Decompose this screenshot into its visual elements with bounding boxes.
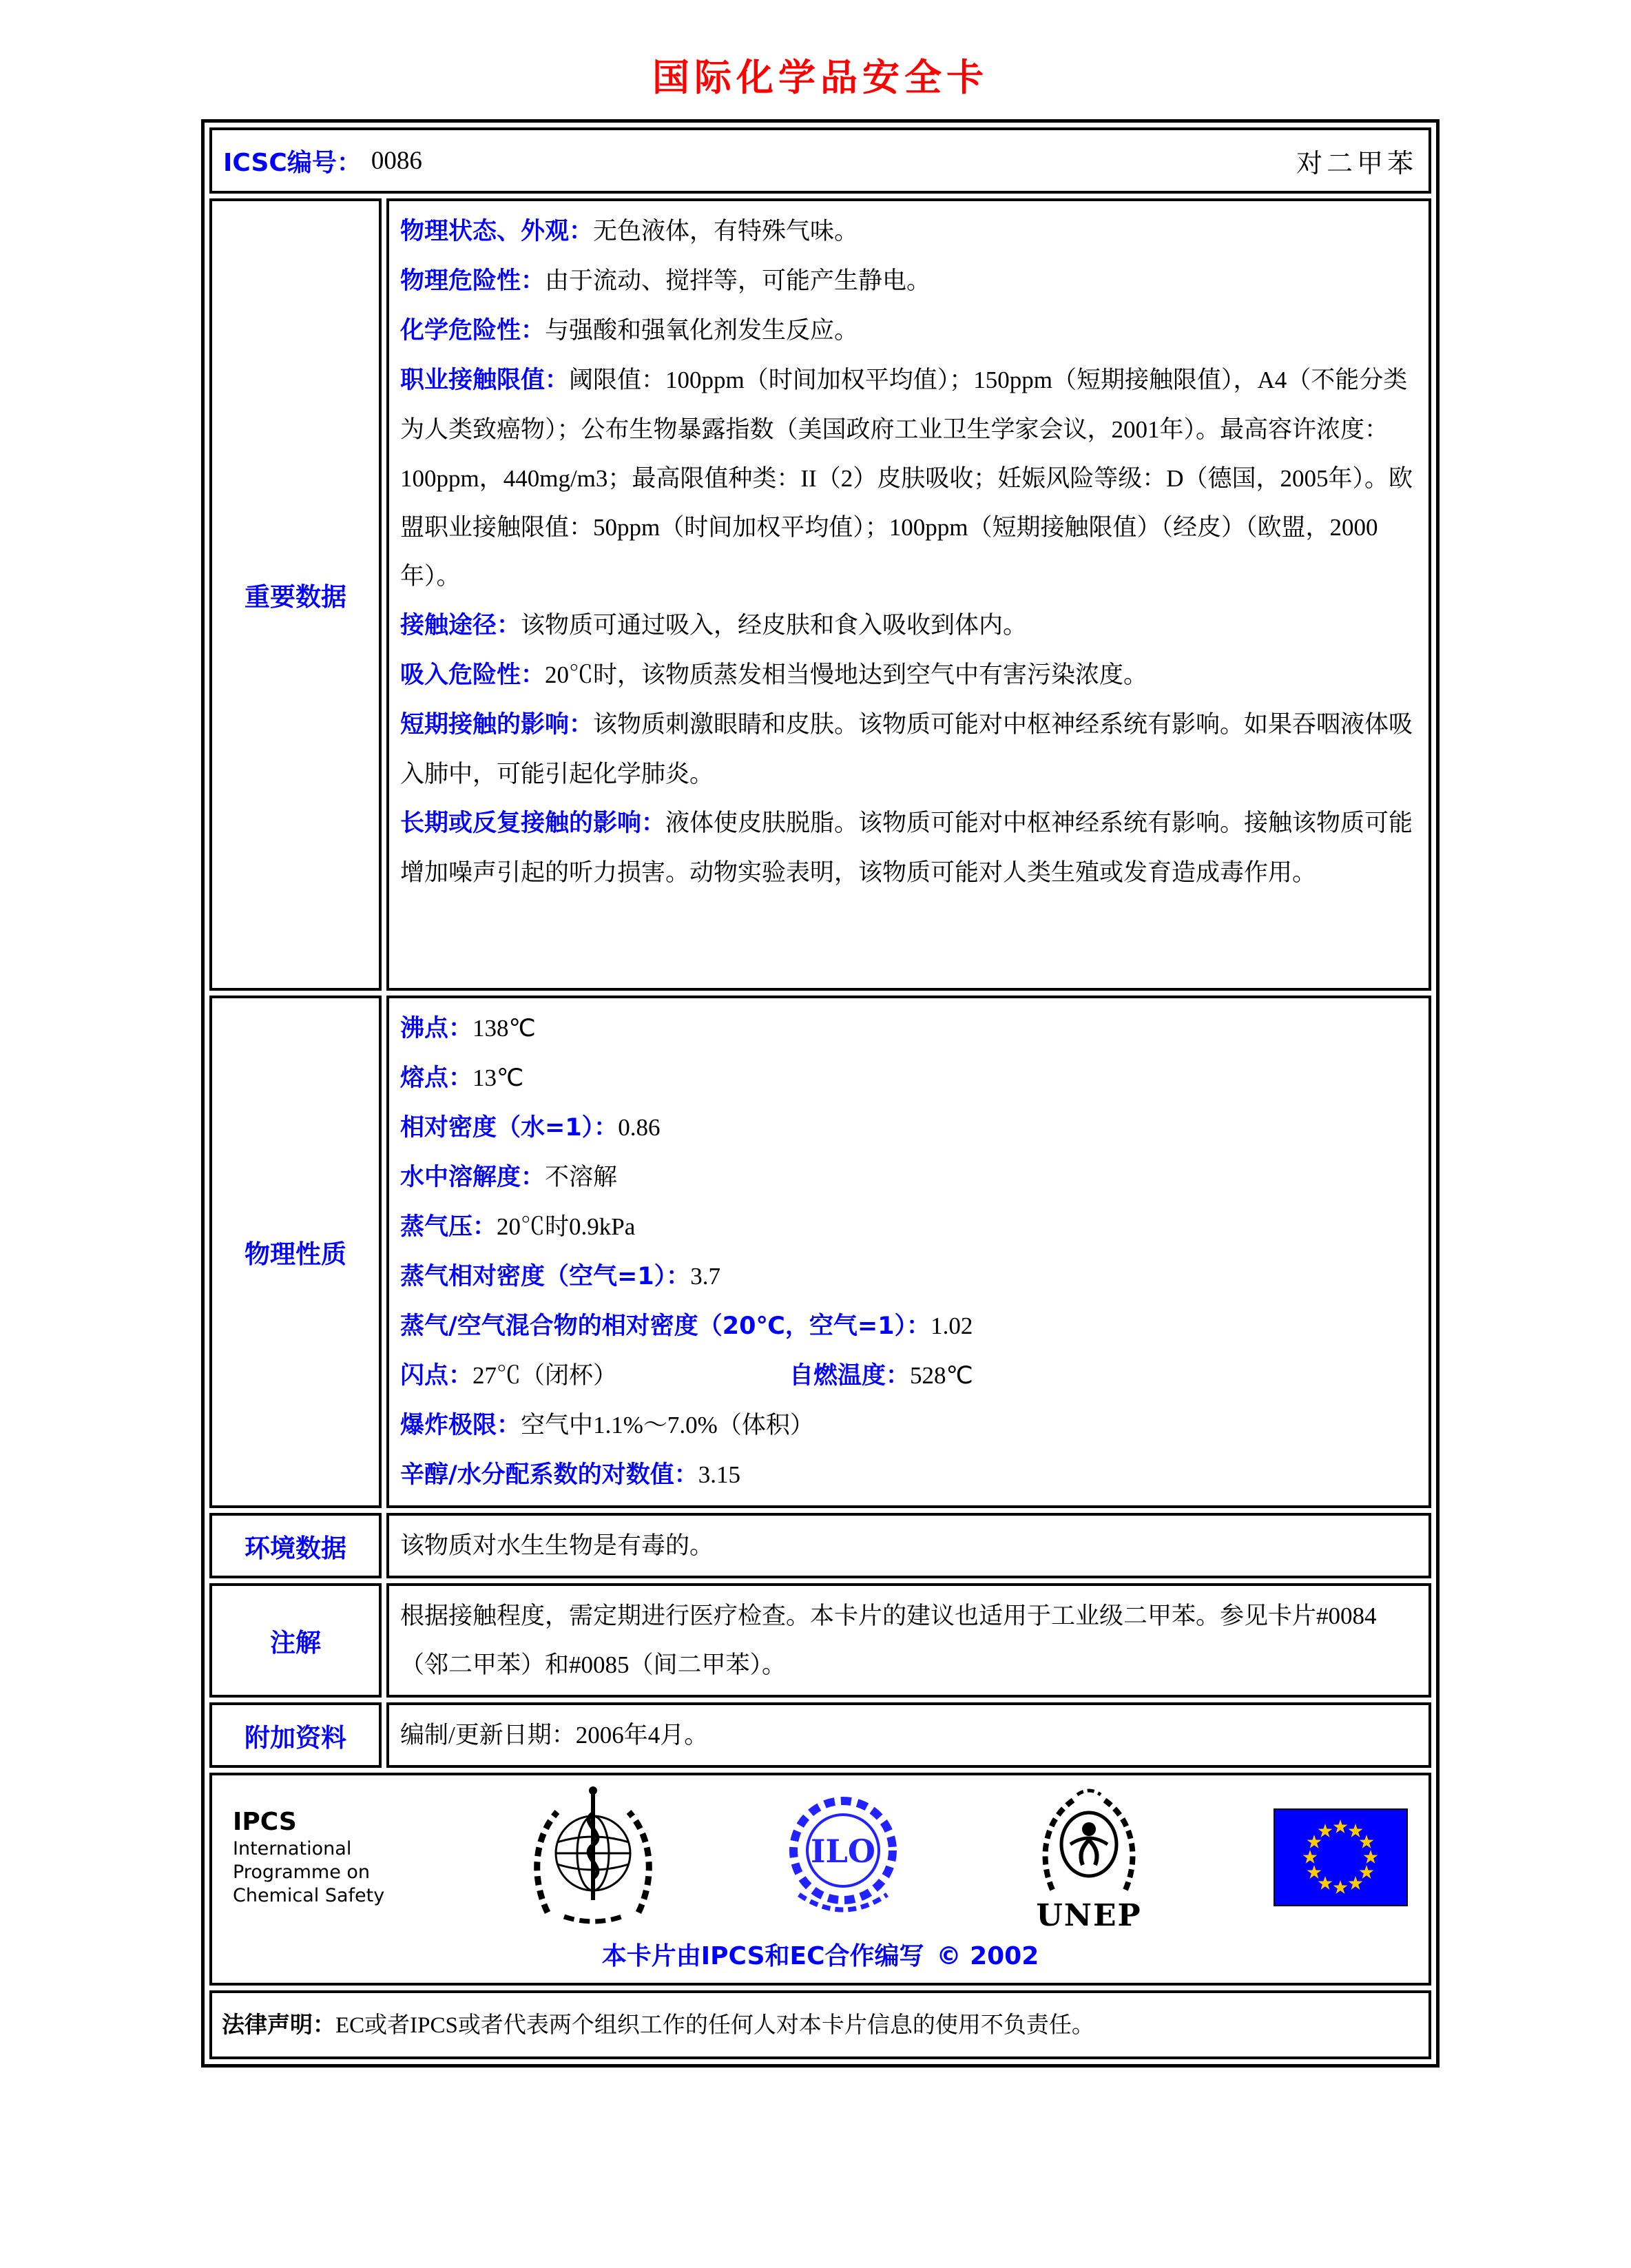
copyright-text: © 2002 <box>936 1942 1039 1970</box>
legal-notice-content <box>209 1990 1431 2059</box>
text-segment: 无色液体，有特殊气味。 <box>593 218 859 245</box>
notes-content <box>386 1583 1431 1698</box>
ipcs-text-block <box>233 1807 405 1908</box>
paragraph <box>400 1351 1417 1401</box>
paragraph <box>400 700 1417 798</box>
text-segment: 20℃时0.9kPa <box>497 1213 636 1240</box>
paragraph <box>400 798 1417 897</box>
credit-line <box>229 1937 1412 1972</box>
paragraph <box>400 1153 1417 1202</box>
paragraph <box>400 650 1417 700</box>
inline-field-label: 蒸气/空气混合物的相对密度（20℃，空气=1）： <box>400 1312 931 1340</box>
credit-text: 本卡片由IPCS和EC合作编写 <box>601 1942 924 1970</box>
paragraph <box>400 1450 1417 1500</box>
paragraph <box>222 2010 1094 2041</box>
text-segment: 20℃时，该物质蒸发相当慢地达到空气中有害污染浓度。 <box>545 661 1148 688</box>
notes-label: 注解 <box>209 1583 382 1698</box>
inline-field-label: 相对密度（水=1）： <box>400 1114 619 1142</box>
inline-field-label: 蒸气相对密度（空气=1）： <box>400 1263 691 1290</box>
text-segment: EC或者IPCS或者代表两个组织工作的任何人对本卡片信息的使用不负责任。 <box>335 2012 1094 2038</box>
text-segment: 法律声明： <box>222 2010 335 2038</box>
paragraph <box>400 306 1417 355</box>
paragraph <box>400 207 1417 256</box>
inline-field-label: 物理状态、外观： <box>400 218 594 245</box>
inline-field-label: 吸入危险性： <box>400 661 546 689</box>
logos-strip <box>229 1781 1412 1934</box>
ipcs-subtitle-line2: Programme on <box>233 1862 371 1883</box>
ilo-logo-icon <box>781 1790 905 1925</box>
important-data-label: 重要数据 <box>209 198 382 991</box>
additional-info-content <box>386 1702 1431 1768</box>
inline-field-label: 长期或反复接触的影响： <box>400 810 666 837</box>
paragraph <box>400 1711 1417 1760</box>
inline-field-label: 闪点： <box>400 1362 473 1390</box>
text-segment: 根据接触程度，需定期进行医疗检查。本卡片的建议也适用于工业级二甲苯。参见卡片#0084（邻二甲苯）和#0085（间二甲苯）。 <box>400 1602 1377 1678</box>
paragraph <box>400 601 1417 650</box>
environmental-data-content <box>386 1513 1431 1578</box>
text-segment: 0.86 <box>618 1114 661 1141</box>
inline-field-label: 爆炸极限： <box>400 1412 521 1439</box>
paragraph <box>400 355 1417 601</box>
paragraph <box>400 1202 1417 1252</box>
important-data-row <box>209 198 1431 991</box>
page-title: 国际化学品安全卡 <box>652 55 988 99</box>
text-segment: 该物质对水生生物是有毒的。 <box>400 1532 714 1559</box>
ipcs-title: IPCS <box>233 1808 297 1836</box>
logos-row <box>209 1773 1431 1986</box>
text-segment: 阈限值：100ppm（时间加权平均值）；150ppm（短期接触限值），A4（不能分类为人类致癌物）；公布生物暴露指数（美国政府工业卫生学家会议，2001年）。最高容许浓度：100ppm，440mg/m3；最高限值种类：II（2）皮肤吸收；妊娠风险等级：D（德国，2005年）。欧盟职业接触限值：50ppm（时间加权平均值）；100ppm（短期接触限值）（经皮）（欧盟，2000年）。 <box>400 367 1413 590</box>
inline-field-label: 熔点： <box>400 1064 473 1092</box>
paragraph <box>400 256 1417 306</box>
text-segment: 3.15 <box>698 1461 741 1488</box>
paragraph <box>400 1103 1417 1153</box>
text-segment: 液体使皮肤脱脂。该物质可能对中枢神经系统有影响。接触该物质可能增加噪声引起的听力损害。动物实验表明，该物质可能对人类生殖或发育造成毒作用。 <box>400 810 1413 886</box>
ipcs-subtitle-line1: International <box>233 1838 352 1859</box>
environmental-data-row <box>209 1513 1431 1578</box>
legal-notice-row <box>209 1990 1431 2059</box>
text-segment: 该物质可通过吸入，经皮肤和食入吸收到体内。 <box>521 612 1028 639</box>
paragraph <box>400 1301 1417 1351</box>
environmental-data-label: 环境数据 <box>209 1513 382 1578</box>
text-segment: 空气中1.1%～7.0%（体积） <box>521 1412 814 1439</box>
icsc-number-label: ICSC编号： <box>223 148 362 177</box>
physical-properties-content <box>386 996 1431 1508</box>
text-segment: 138℃ <box>472 1015 536 1042</box>
inline-field-label: 自燃温度： <box>789 1362 911 1390</box>
text-segment: 27℃（闭杯） <box>472 1362 618 1389</box>
text-segment: 该物质刺激眼睛和皮肤。该物质可能对中枢神经系统有影响。如果吞咽液体吸入肺中，可能引起化学肺炎。 <box>400 711 1413 787</box>
unep-logo-text: UNEP <box>1036 1898 1142 1933</box>
important-data-content <box>386 198 1431 991</box>
chemical-name: 对二甲苯 <box>1296 149 1417 178</box>
text-segment: 编制/更新日期：2006年4月。 <box>400 1722 709 1749</box>
header-row <box>209 127 1431 194</box>
inline-field-label: 蒸气压： <box>400 1213 497 1241</box>
eu-flag-icon <box>1274 1808 1408 1906</box>
icsc-number-group <box>223 143 422 178</box>
ilo-logo-text: ILO <box>810 1833 875 1870</box>
text-segment: 由于流动、搅拌等，可能产生静电。 <box>545 267 931 294</box>
paragraph <box>400 1252 1417 1301</box>
inline-field-label: 辛醇/水分配系数的对数值： <box>400 1461 698 1489</box>
physical-properties-row <box>209 996 1431 1508</box>
inline-field-label: 沸点： <box>400 1015 473 1042</box>
additional-info-row <box>209 1702 1431 1768</box>
notes-row <box>209 1583 1431 1698</box>
inline-field-label: 接触途径： <box>400 612 521 639</box>
logos-cell <box>209 1773 1431 1986</box>
inline-field-label: 职业接触限值： <box>400 367 570 394</box>
text-segment: 13℃ <box>472 1064 524 1091</box>
physical-properties-label: 物理性质 <box>209 996 382 1508</box>
inline-field-label: 短期接触的影响： <box>400 711 594 739</box>
inline-field-label: 化学危险性： <box>400 317 546 344</box>
unep-logo-icon <box>1024 1781 1154 1934</box>
who-logo-icon <box>524 1784 662 1930</box>
text-segment: 3.7 <box>690 1263 720 1290</box>
additional-info-label: 附加资料 <box>209 1702 382 1768</box>
icsc-number-value: 0086 <box>371 146 422 175</box>
paragraph <box>400 1401 1417 1450</box>
header-cell <box>209 127 1431 194</box>
paragraph <box>400 1053 1417 1103</box>
inline-field-label: 物理危险性： <box>400 267 546 295</box>
paragraph <box>400 1004 1417 1053</box>
text-segment: 528℃ <box>910 1362 973 1389</box>
paragraph <box>400 1521 1417 1570</box>
inline-field-label: 水中溶解度： <box>400 1164 546 1191</box>
text-segment: 1.02 <box>931 1312 973 1339</box>
paragraph <box>400 1591 1417 1689</box>
text-segment: 不溶解 <box>545 1164 618 1190</box>
icsc-card-table <box>201 119 1440 2068</box>
ipcs-subtitle-line3: Chemical Safety <box>233 1885 385 1906</box>
text-segment: 与强酸和强氧化剂发生反应。 <box>545 317 859 344</box>
